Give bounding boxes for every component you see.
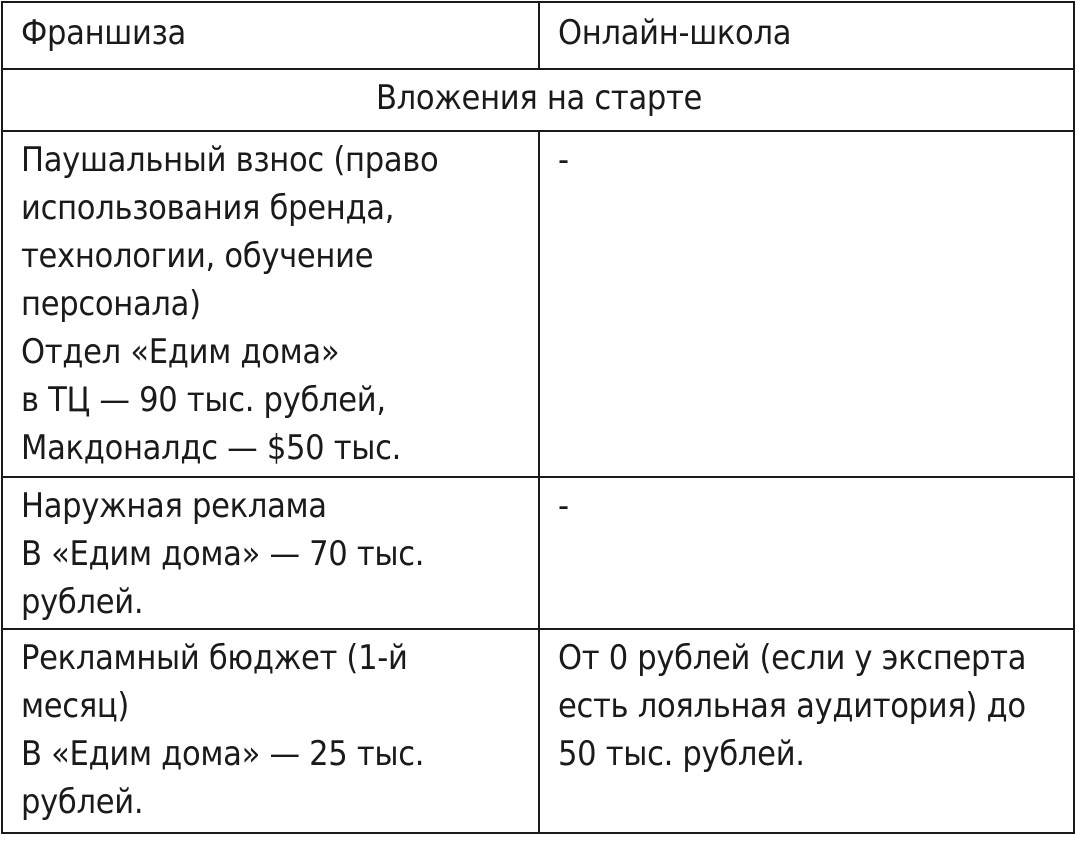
table-row [2, 629, 1074, 833]
cell-franchise-lump-sum: Паушальный взнос (право использования бренда, технологии, обучение персонала) Отдел «Едим дома» в ТЦ — 90 тыс. рублей, Макдоналдс — $50 тыс. [2, 131, 539, 477]
section-title: Вложения на старте [2, 69, 1074, 131]
table-row [2, 477, 1074, 629]
cell-online-ad-budget: От 0 рублей (если у эксперта есть лояльная аудитория) до 50 тыс. рублей. [539, 629, 1074, 833]
cell-online-lump-sum: - [539, 131, 1074, 477]
header-online-school: Онлайн-школа [539, 2, 1074, 69]
cell-franchise-outdoor-ads: Наружная реклама В «Едим дома» — 70 тыс. рублей. [2, 477, 539, 629]
header-franchise: Франшиза [2, 2, 539, 69]
section-row [2, 69, 1074, 131]
table-row [2, 131, 1074, 477]
cell-online-outdoor-ads: - [539, 477, 1074, 629]
table-header-row [2, 2, 1074, 69]
comparison-table [1, 1, 1075, 834]
cell-franchise-ad-budget: Рекламный бюджет (1-й месяц) В «Едим дома» — 25 тыс. рублей. [2, 629, 539, 833]
